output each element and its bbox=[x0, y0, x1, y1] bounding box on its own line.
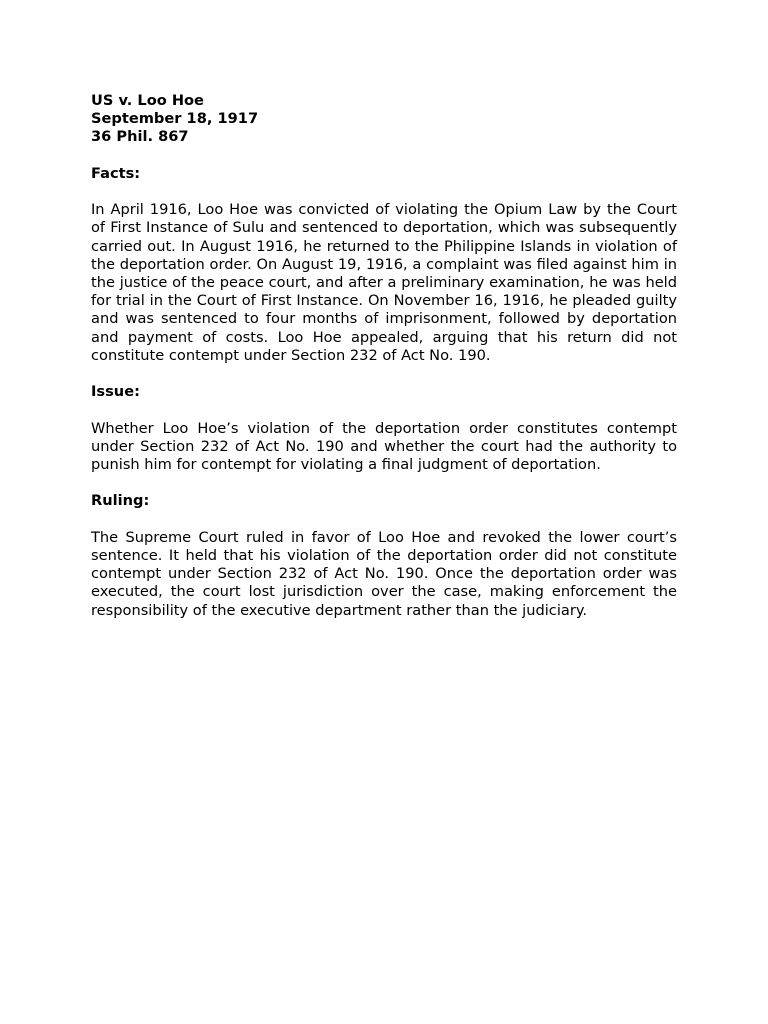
issue-heading: Issue: bbox=[91, 383, 140, 401]
ruling-section bbox=[91, 492, 677, 619]
ruling-heading: Ruling: bbox=[91, 492, 150, 510]
facts-heading: Facts: bbox=[91, 164, 141, 182]
case-title: US v. Loo Hoe bbox=[91, 92, 204, 109]
issue-body: Whether Loo Hoe’s violation of the deportation order constitutes contempt under Section 232 of Act No. 190 and whether the court had the authority to punish him for contempt for violating a final judgment of deportation. bbox=[91, 419, 677, 473]
ruling-body: The Supreme Court ruled in favor of Loo Hoe and revoked the lower court’s sentence. It held that his violation of the deportation order did not constitute contempt under Section 232 of Act No. 190. Once the deportation order was executed, the court lost jurisdiction over the case, making enforcement the responsibility of the executive department rather than the judiciary. bbox=[91, 528, 677, 619]
document-header bbox=[91, 92, 677, 147]
facts-body: In April 1916, Loo Hoe was convicted of violating the Opium Law by the Court of First Instance of Sulu and sentenced to deportation, which was subsequently carried out. In August 1916, he returned to the Philippine Islands in violation of the deportation order. On August 19, 1916, a complaint was filed against him in the justice of the peace court, and after a preliminary examination, he was held for trial in the Court of First Instance. On November 16, 1916, he pleaded guilty and was sentenced to four months of imprisonment, followed by deportation and payment of costs. Loo Hoe appealed, arguing that his return did not constitute contempt under Section 232 of Act No. 190. bbox=[91, 201, 677, 364]
case-citation: 36 Phil. 867 bbox=[91, 128, 189, 146]
facts-section bbox=[91, 165, 677, 365]
case-date: September 18, 1917 bbox=[91, 110, 259, 128]
document-page bbox=[91, 92, 677, 620]
issue-section bbox=[91, 383, 677, 474]
